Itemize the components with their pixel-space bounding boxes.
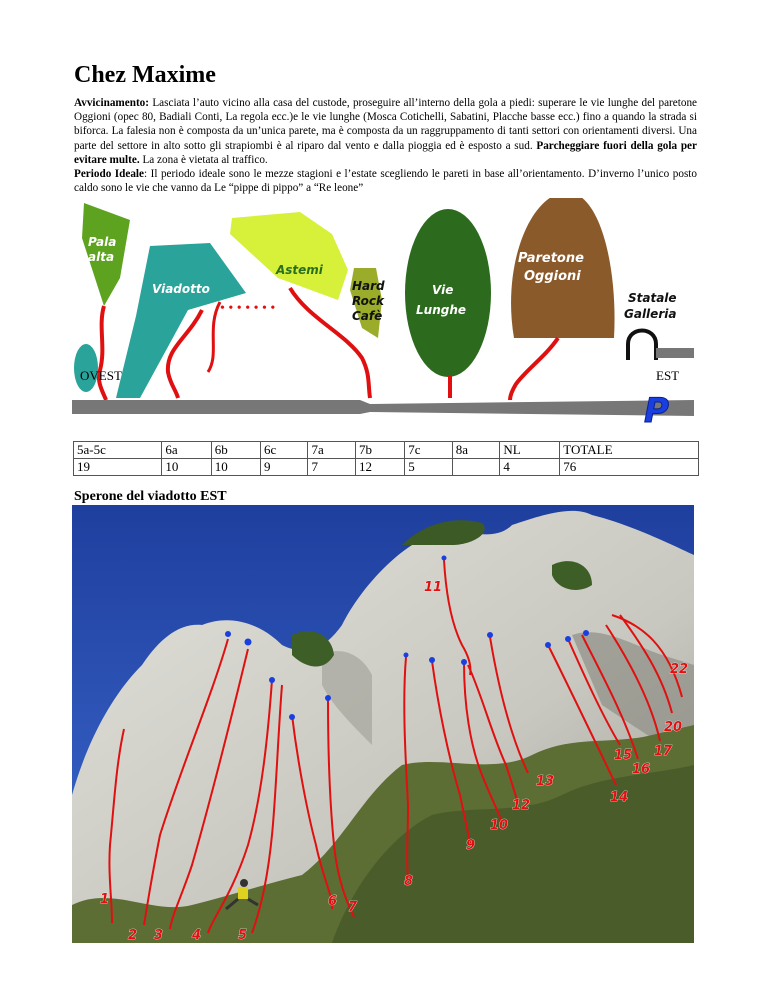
grade-count (452, 459, 500, 476)
route-number: 6 (328, 894, 338, 909)
anchor-dot (583, 630, 589, 636)
route-number: 14 (610, 790, 629, 805)
route-number: 16 (632, 762, 651, 777)
period-text: : Il periodo ideale sono le mezze stagioni e l’estate scegliendo le pareti in base all’orientamento. D’inverno l’unico posto caldo sono le vie che vanno da Le “pippe di pippo” a “Re leone” (74, 168, 697, 195)
viadotto-route-2 (208, 302, 220, 372)
anchor-dot (565, 636, 571, 642)
statale-label-2: Galleria (624, 307, 677, 321)
hard-rock-label-1: Hard (352, 279, 385, 293)
paretone-label-2: Oggioni (524, 269, 581, 284)
statale-road (656, 348, 694, 358)
route-number: 11 (424, 580, 443, 595)
vie-lunghe-label-2: Lunghe (416, 303, 467, 317)
anchor-dot (269, 677, 275, 683)
approach-text: Lasciata l’auto vicino alla casa del custode, proseguire all’interno della gola a piedi: superare le vie lunghe del paretone Oggioni (opec 80, Badiali Conti, La regola ecc.)e le vie lunghe (Mosca Cotichelli, Sabatini, Placche basse ecc.) fino a quando la strada si biforca. La falesia non è composta da un’unica parete, ma è composta da un raggruppamento di tanti settori con orientamenti diversi. Una parte del settore in alto sotto gli strapiombi è al riparo dal vento e dalla pioggia ed è esposto a sud. (74, 97, 697, 152)
anchor-dot (487, 632, 493, 638)
grades-table (73, 441, 699, 476)
route-number: 10 (490, 818, 509, 833)
hard-rock-label-3: Cafè (352, 309, 383, 323)
route-number: 17 (654, 744, 673, 759)
anchor-dot (225, 631, 231, 637)
sector-paretone-shape (511, 198, 615, 338)
route-number: 8 (404, 874, 414, 889)
paretone-label-1: Paretone (518, 251, 584, 266)
grade-header: 7b (356, 442, 405, 459)
anchor-dot (429, 657, 435, 663)
paretone-route (510, 338, 558, 400)
astemi-label: Astemi (276, 263, 323, 277)
grade-header: 7c (405, 442, 453, 459)
dots-connector: • • • • • • • (220, 301, 276, 316)
anchor-dot (442, 556, 447, 561)
sector-viadotto-shape (116, 243, 246, 398)
anchor-dot (289, 714, 295, 720)
crag-photo (72, 505, 694, 943)
page-title: Chez Maxime (74, 62, 216, 88)
route-number: 22 (670, 662, 689, 677)
anchor-dot (545, 642, 551, 648)
grade-header: 8a (452, 442, 500, 459)
period-label: Periodo Ideale (74, 168, 144, 181)
approach-label: Avvicinamento: (74, 97, 149, 109)
anchor-dot (461, 659, 467, 665)
grade-count: 4 (500, 459, 560, 476)
grade-count: 10 (162, 459, 211, 476)
route-number: 5 (238, 928, 248, 943)
route-number: 4 (192, 928, 202, 943)
anchor-dot (404, 653, 409, 658)
route-number: 7 (348, 900, 358, 915)
tunnel-icon (628, 331, 656, 361)
grade-header: TOTALE (560, 442, 699, 459)
vie-lunghe-label-1: Vie (432, 283, 454, 297)
route-number: 12 (512, 798, 531, 813)
grade-header: 6c (260, 442, 308, 459)
grade-header: 5a-5c (74, 442, 162, 459)
intro-paragraph (74, 96, 697, 195)
grade-header: 6a (162, 442, 211, 459)
sector-astemi-shape (230, 212, 348, 300)
parking-icon: P (644, 391, 669, 431)
route-number: 13 (536, 774, 555, 789)
pala-alta-route (99, 306, 106, 400)
grade-count: 76 (560, 459, 699, 476)
east-label: EST (656, 368, 680, 383)
route-number: 3 (154, 928, 164, 943)
grade-header: 7a (308, 442, 356, 459)
anchor-dot (325, 695, 331, 701)
grades-header-row (74, 442, 699, 459)
viadotto-label: Viadotto (152, 282, 210, 296)
grades-count-row (74, 459, 699, 476)
grade-count: 7 (308, 459, 356, 476)
photo-section-title: Sperone del viadotto EST (74, 489, 227, 504)
route-number: 20 (664, 720, 683, 735)
pala-alta-label-1: Pala (88, 235, 117, 249)
route-number: 1 (100, 892, 110, 907)
parking-warning: Parcheggiare fuori della gola per evitare multe. (74, 139, 697, 166)
main-road (72, 400, 694, 416)
anchor-dot (245, 639, 252, 646)
grade-count: 5 (405, 459, 453, 476)
route-number: 15 (614, 748, 633, 763)
grade-header: NL (500, 442, 560, 459)
grade-header: 6b (211, 442, 260, 459)
west-label: OVEST (80, 368, 122, 383)
statale-label-1: Statale (628, 291, 677, 305)
grade-count: 9 (260, 459, 308, 476)
grade-count: 19 (74, 459, 162, 476)
traffic-note: La zona è vietata al traffico. (142, 153, 268, 166)
grade-count: 12 (356, 459, 405, 476)
hard-rock-label-2: Rock (352, 294, 384, 308)
grade-count: 10 (211, 459, 260, 476)
sector-map (70, 198, 700, 438)
route-number: 2 (128, 928, 138, 943)
route-number: 9 (466, 838, 476, 853)
pala-alta-label-2: alta (88, 250, 115, 264)
